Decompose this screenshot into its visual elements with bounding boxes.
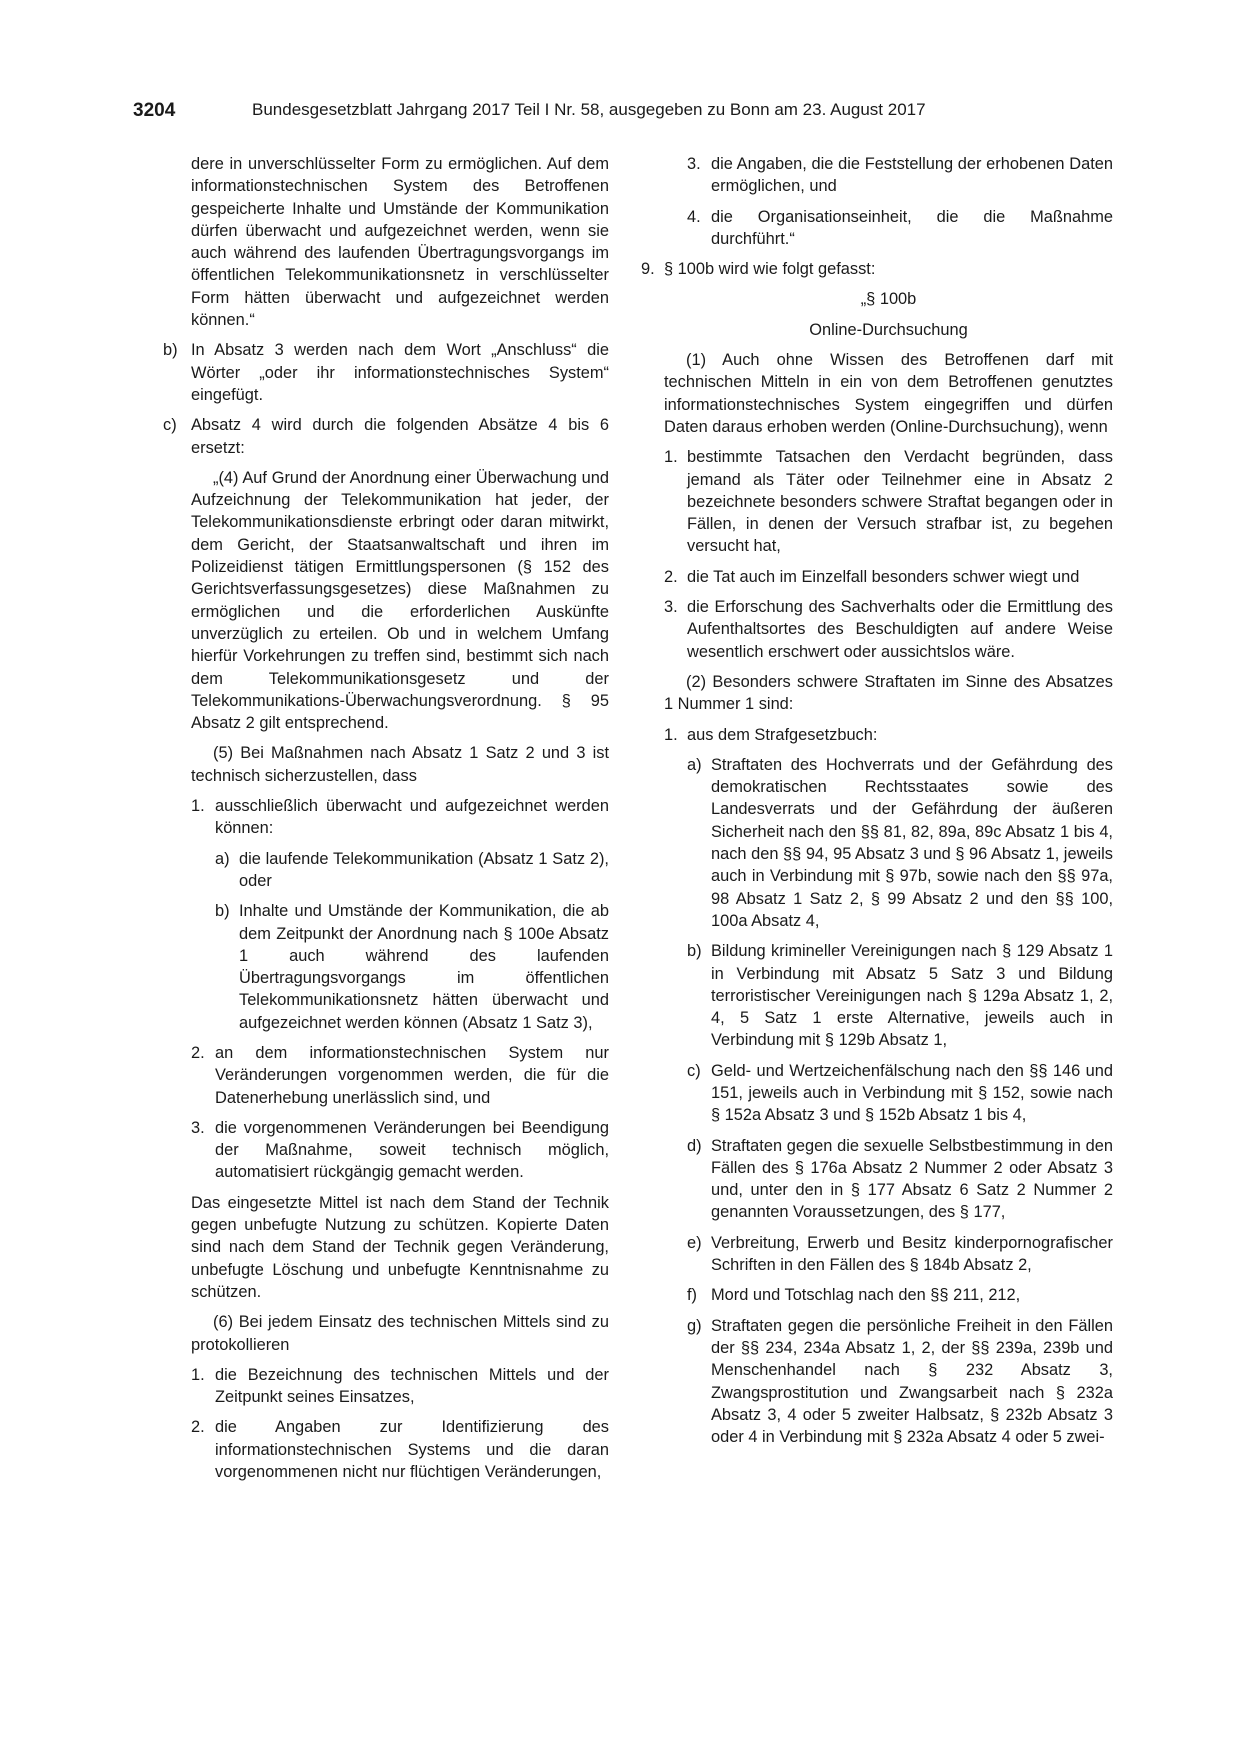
item-text: Mord und Totschlag nach den §§ 211, 212, — [711, 1286, 1021, 1305]
list-item-1 — [191, 795, 609, 840]
item-text: Straftaten gegen die persönliche Freiheit in den Fällen der §§ 234, 234a Absatz 1, 2, der §§ 239a, 239b und Menschenhandel nach § 232 Absatz 3, Zwangsprostitution und Zwangsarbeit nach § 232a Absatz 3, 4 oder 5 zweiter Halbsatz, § 232b Absatz 3 oder 4 in Verbindung mit § 232a Absatz 4 oder 5 zwei- — [711, 1316, 1113, 1447]
page-header — [133, 100, 1113, 124]
list-item-1b — [215, 900, 609, 1034]
protocol-item-1 — [191, 1364, 609, 1409]
item-text: die Organisationseinheit, die die Maßnahme durchführt.“ — [711, 207, 1113, 248]
protocol-item-4 — [687, 206, 1113, 251]
item-text: Straftaten gegen die sexuelle Selbstbestimmung in den Fällen des § 176a Absatz 2 Nummer 2 oder Absatz 3 und, unter den in § 177 Absatz 6 Satz 2 Nummer 2 genannten Voraussetzungen, des § 177, — [711, 1136, 1113, 1222]
continued-paragraph: dere in unverschlüsselter Form zu ermöglichen. Auf dem informationstechnischen System des Betroffenen gespeicherte Inhalte und Umstände der Kommunikation dürfen überwacht und aufgezeichnet werden, wenn sie auch während des laufenden Übertragungsvorgangs im öffentlichen Telekommunikationsnetz in verschlüsselter Form hätten überwacht und aufgezeichnet werden können.“ — [191, 155, 609, 330]
list-item-3 — [191, 1117, 609, 1184]
list-item-c — [163, 414, 609, 459]
right-column — [641, 153, 1113, 1448]
item-marker: d) — [687, 1136, 702, 1155]
item-marker: 4. — [687, 207, 701, 226]
item-marker: 2. — [664, 567, 678, 586]
offense-item-a — [687, 754, 1113, 932]
item-marker: 2. — [191, 1418, 205, 1437]
absatz-4-paragraph: „(4) Auf Grund der Anordnung einer Überwachung und Aufzeichnung der Telekommunikation hat jeder, der Telekommunikationsdienste erbringt oder daran mitwirkt, dem Gericht, der Staatsanwaltschaft und ihren im Polizeidienst tätigen Ermittlungspersonen (§ 152 des Gerichtsverfassungsgesetzes) diese Maßnahmen zu ermöglichen und die erforderlichen Auskünfte unverzüglich zu erteilen. Ob und in welchem Umfang hierfür Vorkehrungen zu treffen sind, bestimmt sich nach dem Telekommunikationsgesetz und der Telekommunikations-Überwachungsverordnung. § 95 Absatz 2 gilt entsprechend. — [191, 468, 609, 733]
item-text: ausschließlich überwacht und aufgezeichnet werden können: — [215, 797, 609, 838]
offense-item-1 — [664, 724, 1113, 746]
item-marker: g) — [687, 1316, 702, 1335]
condition-item-2 — [664, 566, 1113, 588]
list-item-b — [163, 339, 609, 406]
item-marker: 1. — [664, 725, 678, 744]
item-marker: f) — [687, 1286, 698, 1305]
list-item-2 — [191, 1042, 609, 1109]
item-marker: c) — [163, 416, 177, 435]
item-text: die Angaben, die die Feststellung der erhobenen Daten ermöglichen, und — [711, 155, 1113, 196]
running-title: Bundesgesetzblatt Jahrgang 2017 Teil I Nr. 58, ausgegeben zu Bonn am 23. August 2017 — [252, 100, 926, 119]
item-marker: a) — [687, 755, 702, 774]
item-marker: 1. — [191, 797, 205, 816]
item-text: In Absatz 3 werden nach dem Wort „Anschluss“ die Wörter „oder ihr informationstechnisches System“ eingefügt. — [191, 341, 609, 404]
item-marker: 9. — [641, 260, 655, 279]
item-text: Absatz 4 wird durch die folgenden Absätze 4 bis 6 ersetzt: — [191, 416, 609, 457]
offense-item-d — [687, 1135, 1113, 1224]
item-text: die Bezeichnung des technischen Mittels und der Zeitpunkt seines Einsatzes, — [215, 1365, 609, 1407]
left-column — [163, 153, 609, 1483]
item-marker: c) — [687, 1061, 701, 1080]
offense-item-b — [687, 940, 1113, 1051]
item-marker: e) — [687, 1233, 702, 1252]
protocol-item-3 — [687, 153, 1113, 198]
absatz-5-paragraph: (5) Bei Maßnahmen nach Absatz 1 Satz 2 und 3 ist technisch sicherzustellen, dass — [191, 744, 609, 785]
item-text: § 100b wird wie folgt gefasst: — [664, 260, 876, 279]
item-text: Geld- und Wertzeichenfälschung nach den §§ 146 und 151, jeweils auch in Verbindung mit § 152, sowie nach § 152a Absatz 3 und § 152b Absatz 1 bis 4, — [711, 1061, 1113, 1125]
item-marker: 3. — [687, 155, 701, 173]
list-item-1a — [215, 848, 609, 893]
offense-item-e — [687, 1232, 1113, 1277]
protocol-item-2 — [191, 1416, 609, 1483]
item-marker: 1. — [664, 448, 678, 467]
item-marker: a) — [215, 849, 230, 868]
item-text: bestimmte Tatsachen den Verdacht begründen, dass jemand als Täter oder Teilnehmer eine in Absatz 2 bezeichnete besonders schwere Straftat begangen oder in Fällen, in denen der Versuch strafbar ist, zu begehen versucht hat, — [687, 448, 1113, 556]
offense-item-c — [687, 1060, 1113, 1127]
item-text: die Angaben zur Identifizierung des informationstechnischen Systems und die daran vorgenommenen nicht nur flüchtigen Veränderungen, — [215, 1418, 609, 1482]
item-marker: b) — [163, 341, 178, 360]
amendment-item-9 — [641, 258, 1113, 280]
item-text: Straftaten des Hochverrats und der Gefährdung des demokratischen Rechtsstaates sowie des Landesverrats und der Gefährdung der äußeren Sicherheit nach den §§ 81, 82, 89a, 89c Absatz 1 bis 4, nach den §§ 94, 95 Absatz 3 und § 96 Absatz 1, jeweils auch in Verbindung mit § 97b, sowie nach den §§ 97a, 98 Absatz 1 Satz 2, § 99 Absatz 2 und den §§ 100, 100a Absatz 4, — [711, 755, 1113, 930]
item-marker: 3. — [191, 1118, 205, 1137]
offense-item-f — [687, 1284, 1113, 1306]
offense-item-g — [687, 1315, 1113, 1449]
item-text: Inhalte und Umstände der Kommunikation, die ab dem Zeitpunkt der Anordnung nach § 100e Absatz 1 auch während des laufenden Übertragungsvorgangs im öffentlichen Telekommunikationsnetz hätten überwacht und aufgezeichnet werden können (Absatz 1 Satz 3), — [239, 902, 609, 1032]
item-text: an dem informationstechnischen System nur Veränderungen vorgenommen werden, die für die Datenerhebung unerlässlich sind, und — [215, 1043, 609, 1107]
section-heading: „§ 100b — [860, 290, 917, 309]
item-marker: b) — [687, 942, 702, 961]
item-marker: 1. — [191, 1365, 205, 1384]
absatz-6-paragraph: (6) Bei jedem Einsatz des technischen Mittels sind zu protokollieren — [191, 1313, 609, 1354]
page-number: 3204 — [133, 100, 176, 121]
item-text: Verbreitung, Erwerb und Besitz kinderpornografischer Schriften in den Fällen des § 184b Absatz 2, — [711, 1233, 1113, 1275]
item-text: die Tat auch im Einzelfall besonders schwer wiegt und — [687, 567, 1080, 586]
absatz-2-paragraph: (2) Besonders schwere Straftaten im Sinne des Absatzes 1 Nummer 1 sind: — [664, 672, 1113, 714]
item-marker: 3. — [664, 598, 678, 617]
item-text: die Erforschung des Sachverhalts oder die Ermittlung des Aufenthaltsortes des Beschuldigten auf andere Weise wesentlich erschwert oder aussichtslos wäre. — [687, 598, 1113, 661]
item-text: aus dem Strafgesetzbuch: — [687, 725, 878, 744]
item-marker: b) — [215, 902, 230, 921]
absatz-1-paragraph: (1) Auch ohne Wissen des Betroffenen darf mit technischen Mitteln in ein von dem Betroffenen genutztes informationstechnisches System eingegriffen und dürfen Daten daraus erhoben werden (Online-Durchsuchung), wenn — [664, 351, 1113, 436]
mittel-paragraph: Das eingesetzte Mittel ist nach dem Stand der Technik gegen unbefugte Nutzung zu schützen. Kopierte Daten sind nach dem Stand der Technik gegen Veränderung, unbefugte Löschung und unbefugte Kenntnisnahme zu schützen. — [191, 1193, 609, 1301]
item-marker: 2. — [191, 1043, 205, 1062]
condition-item-3 — [664, 596, 1113, 663]
condition-item-1 — [664, 446, 1113, 557]
item-text: die vorgenommenen Veränderungen bei Beendigung der Maßnahme, soweit technisch möglich, automatisiert rückgängig gemacht werden. — [215, 1118, 609, 1182]
section-title: Online-Durchsuchung — [809, 320, 968, 339]
item-text: Bildung krimineller Vereinigungen nach § 129 Absatz 1 in Verbindung mit Absatz 5 Satz 3 und Bildung terroristischer Vereinigungen nach § 129a Absatz 1, 2, 4, 5 Satz 1 erste Alternative, jeweils auch in Verbindung mit § 129b Absatz 1, — [711, 942, 1113, 1050]
item-text: die laufende Telekommunikation (Absatz 1 Satz 2), oder — [239, 849, 609, 890]
